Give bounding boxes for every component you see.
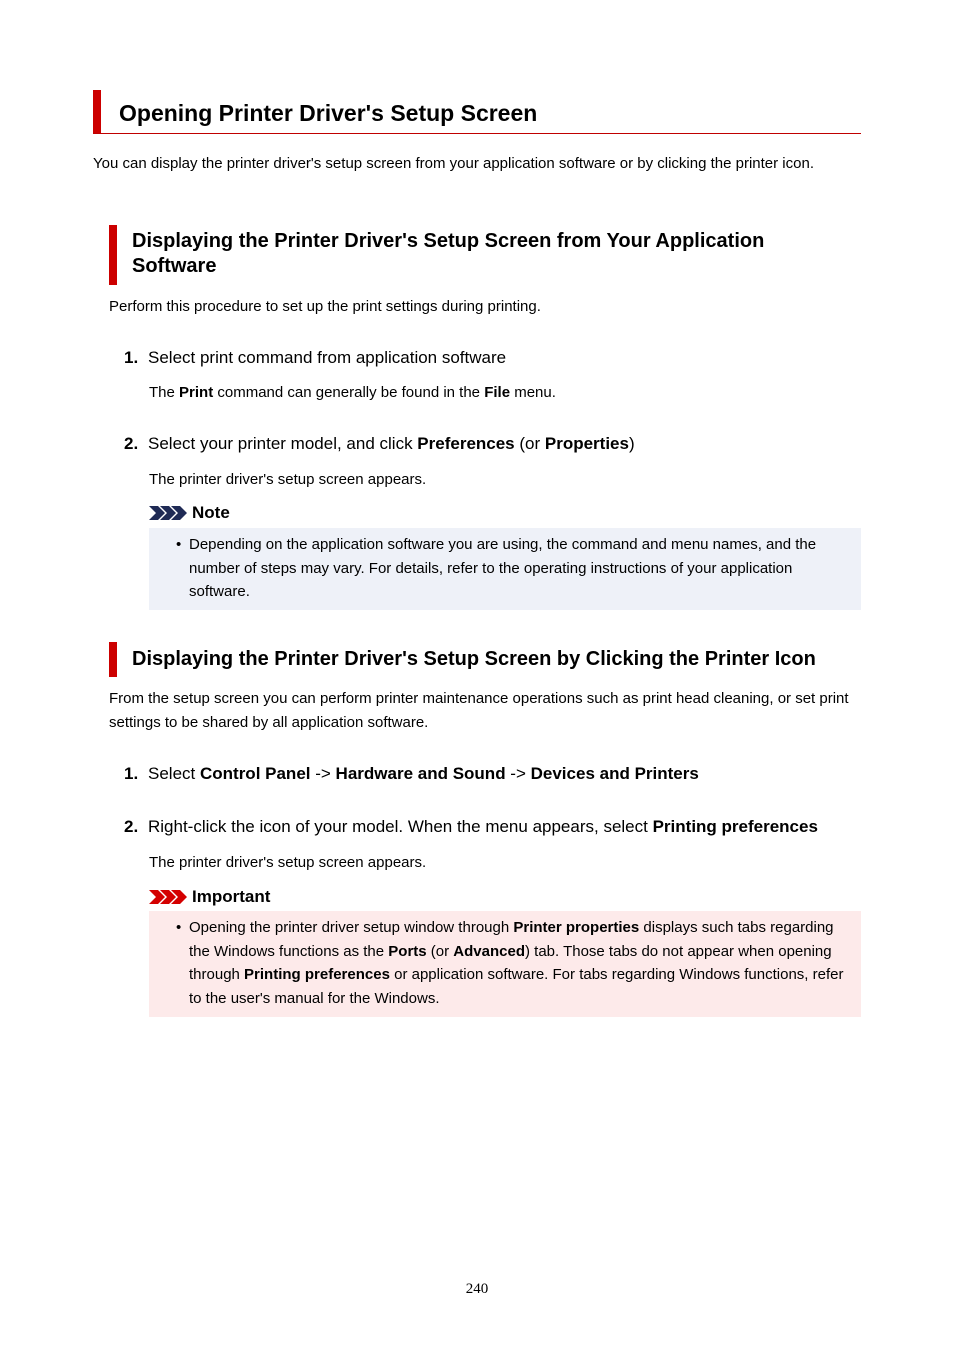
hardware-and-sound-label: Hardware and Sound xyxy=(335,764,506,783)
page-title-block xyxy=(93,90,861,134)
important-text-part: (or xyxy=(426,942,454,960)
detail-text: The xyxy=(149,384,180,401)
important-text-part: or application software. For tabs regarding Windows functions, refer to the user's manual for the Windows. xyxy=(189,966,844,1007)
section2-step1 xyxy=(124,763,699,785)
intro-paragraph: You can display the printer driver's setup screen from your application software or by clicking the printer icon. xyxy=(93,155,814,172)
important-box xyxy=(149,911,861,1017)
control-panel-label: Control Panel xyxy=(199,764,311,783)
step-text: -> xyxy=(505,764,531,783)
step-text: ) xyxy=(628,434,635,453)
page-title: Opening Printer Driver's Setup Screen xyxy=(119,100,538,126)
section1-heading: Displaying the Printer Driver's Setup Screen from Your Application Software xyxy=(132,230,765,277)
step-number: 1. xyxy=(124,764,139,783)
important-text xyxy=(189,916,854,1010)
section2-step2-detail: The printer driver's setup screen appears. xyxy=(149,854,427,871)
section1-intro: Perform this procedure to set up the print settings during printing. xyxy=(109,298,541,315)
printer-properties-label: Printer properties xyxy=(513,919,640,936)
note-text: Depending on the application software you are using, the command and menu names, and the number of steps may vary. For details, refer to the operating instructions of your application software. xyxy=(189,536,817,600)
detail-text: command can generally be found in the xyxy=(213,384,485,401)
step-text: Select print command from application software xyxy=(148,348,507,367)
ports-label: Ports xyxy=(388,942,427,960)
note-label: Note xyxy=(192,503,230,522)
section1-step2 xyxy=(124,433,635,455)
section1-step1 xyxy=(124,347,506,369)
title-accent-bar xyxy=(93,90,101,133)
detail-text: menu. xyxy=(510,384,556,401)
print-command-label: Print xyxy=(179,384,214,401)
section1-step1-detail xyxy=(149,381,556,405)
section2-step2 xyxy=(124,816,818,838)
printing-preferences-label: Printing preferences xyxy=(652,817,818,836)
file-menu-label: File xyxy=(484,384,511,401)
important-text-part: Opening the printer driver setup window through xyxy=(189,919,514,936)
section1-accent-bar xyxy=(109,225,117,285)
important-arrows-icon xyxy=(149,889,189,905)
step-number: 2. xyxy=(124,817,139,836)
page-number: 240 xyxy=(465,1281,489,1297)
step-text: Select your printer model, and click xyxy=(148,434,418,453)
bullet: • xyxy=(176,919,182,936)
note-box xyxy=(149,528,861,610)
section2-intro: From the setup screen you can perform printer maintenance operations such as print head cleaning, or set print settings to be shared by all application software. xyxy=(109,690,849,731)
devices-and-printers-label: Devices and Printers xyxy=(530,764,699,783)
step-text: (or xyxy=(514,434,545,453)
advanced-label: Advanced xyxy=(453,942,525,960)
printing-preferences-label: Printing preferences xyxy=(244,966,390,983)
step-text: Right-click the icon of your model. When the menu appears, select xyxy=(148,817,653,836)
section2-accent-bar xyxy=(109,642,117,677)
step-number: 2. xyxy=(124,434,139,453)
important-label: Important xyxy=(192,887,271,906)
section2-heading: Displaying the Printer Driver's Setup Screen by Clicking the Printer Icon xyxy=(132,648,816,670)
properties-label: Properties xyxy=(544,434,629,453)
important-text-part: displays such tabs regarding the Windows functions as the xyxy=(189,919,834,960)
step-text: -> xyxy=(310,764,336,783)
important-text-part: ) tab. Those tabs do not appear when opening through xyxy=(189,942,832,983)
step-text: Select xyxy=(148,764,200,783)
bullet: • xyxy=(176,536,182,553)
preferences-label: Preferences xyxy=(417,434,515,453)
note-arrows-icon xyxy=(149,505,189,521)
step-number: 1. xyxy=(124,348,139,367)
section1-step2-detail: The printer driver's setup screen appears. xyxy=(149,471,427,488)
